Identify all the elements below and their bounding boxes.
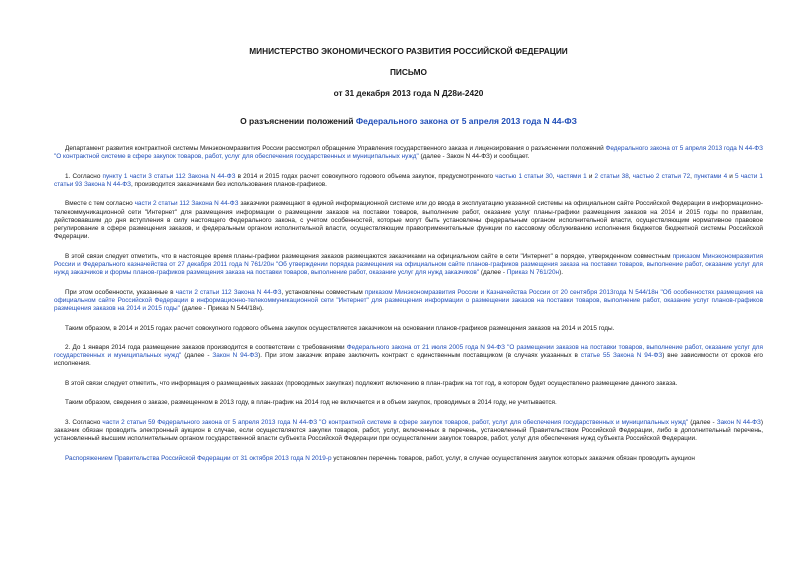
paragraph-text: Таким образом, в 2014 и 2015 годах расчет совокупного годового объема закупок осуществляется заказчиком на основании планов-графиков размещения заказов на 2014 и 2015 годы.	[65, 324, 615, 332]
paragraph-text: 3. Согласно	[65, 418, 103, 426]
paragraph	[54, 253, 763, 278]
paragraph-text: Вместе с тем согласно	[65, 200, 135, 208]
paragraph-text: и	[586, 172, 595, 180]
legal-reference-link[interactable]: Федерального закона от 21 июля 2005 года N 94-ФЗ "О размещении заказов на поставки товаров, выполнение работ, оказание услуг для государственных и муниципальных нужд"	[54, 344, 764, 360]
paragraph	[54, 419, 763, 444]
legal-reference-link[interactable]: части 2 статьи 112 Закона N 44-ФЗ	[175, 288, 282, 296]
paragraph-text: (далее -	[479, 269, 507, 277]
paragraph-text: (далее -	[181, 352, 213, 360]
paragraph-text: Департамент развития контрактной системы Минэкономразвития России рассмотрел обращение Управления государственного заказа и лицензирования о разъяснении положений	[65, 145, 606, 152]
subject-prefix: О разъяснении положений	[240, 116, 356, 126]
legal-reference-link[interactable]: частью 1 статьи 30	[495, 172, 553, 180]
paragraph-text: 1. Согласно	[65, 172, 103, 180]
legal-reference-link[interactable]: частями 1	[556, 172, 587, 180]
paragraph	[54, 173, 763, 189]
legal-reference-link[interactable]: Распоряжением Правительства Российской Федерации от 31 октября 2013 года N 2019-р	[65, 454, 332, 462]
document-body	[54, 145, 763, 463]
paragraph-text: , производится заказчиками без использования планов-графиков.	[131, 180, 327, 188]
legal-reference-link[interactable]: статье 55 Закона N 94-ФЗ	[580, 352, 663, 360]
paragraph-text: ). При этом заказчик вправе заключить контракт с единственным поставщиком (в случаях указанных в	[258, 352, 581, 360]
legal-reference-link[interactable]: приказом Минэкономразвития России и Казначейства России от 20 сентября 2013года N 544/18н "Об особенностях размещения на официальном сайте Российской Федерации в информационно-телекоммуникационной сети "Интернет" для размещения информации о размещении заказов на поставки товаров, выполнение работ, оказание услуг планов-графиков размещения заказов на 2014 и 2015 годы"	[54, 288, 763, 313]
legal-reference-link[interactable]: Приказ N 761/20н	[506, 269, 560, 277]
legal-reference-link[interactable]: Закон N 44-ФЗ	[716, 418, 761, 426]
paragraph-text: установлен перечень товаров, работ, услуг, в случае осуществления закупок которых заказчик обязан проводить аукцион	[331, 454, 695, 462]
paragraph-text: Таким образом, сведения о заказе, размещенном в 2013 году, в план-график на 2014 год не включается и в объем закупок, проводимых в 2014 году, не учитывается.	[65, 399, 557, 407]
legal-reference-link[interactable]: Федерального закона от 5 апреля 2013 года N 44-ФЗ "О контрактной системе в сфере закупок товаров, работ, услуг для обеспечения государственных и муниципальных нужд"	[54, 145, 763, 161]
paragraph-text: , установлены совместным	[281, 288, 365, 296]
paragraph-text: В этой связи следует отметить, что информация о размещаемых заказах (проводимых закупках) подлежит включению в план-график на тот год, в котором будет осуществлено размещение данного заказа.	[65, 379, 678, 387]
paragraph-text: При этом особенности, указанные в	[65, 288, 176, 296]
paragraph	[54, 455, 763, 463]
paragraph-text: ).	[559, 269, 563, 277]
legal-reference-link[interactable]: пункту 1 части 3 статьи 112 Закона N 44-ФЗ	[102, 172, 236, 180]
document-subject	[54, 116, 763, 126]
legal-reference-link[interactable]: пунктами 4	[694, 172, 728, 180]
paragraph-text: заказчики размещают в единой информационной системе или до ввода в эксплуатацию указанной системы на официальном сайте Российской Федерации в информационно-телекоммуникационной сети "Интернет" для размещения информации о размещении заказов на поставки товаров, выполнение работ, оказание услуг планы-графики размещения заказов на 2014 и 2015 годы по правилам, действовавшим до дня вступления в силу настоящего Федерального закона, с учетом особенностей, которые могут быть установлены федеральным органом исполнительной власти, осуществляющим нормативное правовое регулирование в сфере размещения заказов, и федеральным органом исполнительной власти, осуществляющим правоприменительные функции по кассовому обслуживанию исполнения бюджетов бюджетной системы Российской Федерации.	[54, 200, 763, 241]
legal-reference-link[interactable]: 5 части 1 статьи 93 Закона N 44-ФЗ	[54, 172, 763, 188]
paragraph-text: ) вне зависимости от сроков его исполнения.	[54, 352, 763, 368]
document-type: ПИСЬМО	[389, 67, 428, 77]
paragraph	[54, 145, 763, 161]
paragraph-text: ) заказчик обязан проводить электронный аукцион в случае, если осуществляются закупки товаров, работ, услуг, включенных в перечень, установленный Правительством Российской Федерации, либо в дополнительный перечень, установленный высшим исполнительным органом государственной власти субъекта Российской Федерации при осуществлении закупок товаров, работ, услуг для обеспечения нужд субъекта Российской Федерации.	[54, 418, 763, 443]
paragraph	[54, 200, 763, 241]
paragraph-text: ,	[690, 172, 695, 180]
legal-reference-link[interactable]: 2 статьи 38	[594, 172, 629, 180]
paragraph-text: ,	[552, 172, 557, 180]
legal-reference-link[interactable]: части 2 статьи 59 Федерального закона от 5 апреля 2013 года N 44-ФЗ "О контрактной системе в сфере закупок товаров, работ, услуг для обеспечения государственных и муниципальных нужд"	[102, 418, 689, 426]
paragraph-text: ,	[628, 172, 633, 180]
subject-law-link[interactable]: Федерального закона от 5 апреля 2013 года N 44-ФЗ	[355, 116, 577, 126]
paragraph	[54, 344, 763, 369]
legal-reference-link[interactable]: Закон N 94-ФЗ	[212, 352, 259, 360]
paragraph-text: (далее - Закон N 44-ФЗ) и сообщает.	[418, 153, 530, 161]
paragraph	[54, 399, 763, 407]
paragraph	[54, 380, 763, 388]
paragraph-text: в 2014 и 2015 годах расчет совокупного годового объема закупок, предусмотренного	[235, 172, 496, 180]
legal-reference-link[interactable]: части 2 статьи 112 Закона N 44-ФЗ	[134, 200, 239, 208]
paragraph-text: (далее -	[688, 418, 717, 426]
paragraph-text: В этой связи следует отметить, что в настоящее время планы-графики размещения заказов размещаются заказчиками на официальном сайте в сети "Интернет" в порядке, утвержденном совместным	[65, 252, 673, 260]
paragraph	[54, 325, 763, 333]
ministry-title: МИНИСТЕРСТВО ЭКОНОМИЧЕСКОГО РАЗВИТИЯ РОССИЙСКОЙ ФЕДЕРАЦИИ	[249, 46, 568, 56]
legal-reference-link[interactable]: частью 2 статьи 72	[632, 172, 691, 180]
legal-reference-link[interactable]: приказом Минэкономразвития России и Федерального казначейства от 27 декабря 2011 года N 761/20н "Об утверждении порядка размещения на официальном сайте планов-графиков размещения заказа на поставки товаров, выполнение работ, оказание услуг для нужд заказчиков и формы планов-графиков размещения заказа на поставки товаров, выполнение работ, оказание услуг для нужд заказчиков"	[54, 252, 763, 277]
paragraph-text: и	[727, 172, 736, 180]
paragraph-text: (далее - Приказ N 544/18н).	[179, 305, 264, 313]
document-date-number: от 31 декабря 2013 года N Д28и-2420	[333, 88, 484, 98]
paragraph-text: 2. До 1 января 2014 года размещение заказов производится в соответствии с требованиями	[65, 344, 347, 352]
paragraph	[54, 289, 763, 314]
